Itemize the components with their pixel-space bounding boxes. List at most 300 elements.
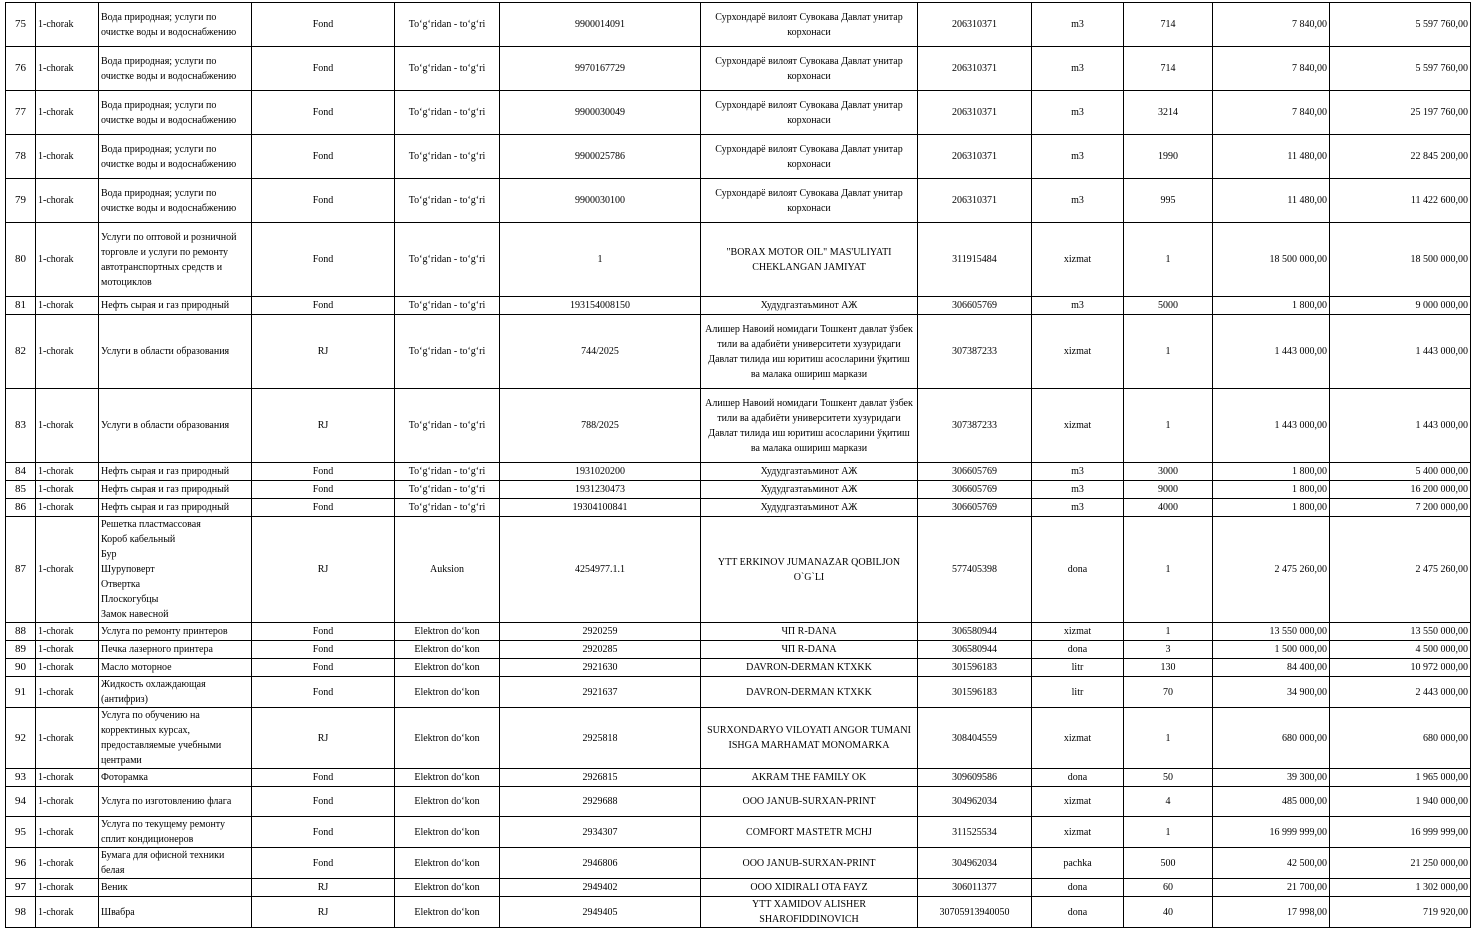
sum-cell: 2 443 000,00 [1330, 677, 1471, 708]
contract-number-cell: 2946806 [500, 848, 701, 879]
quantity-cell: 500 [1124, 848, 1213, 879]
price-cell: 18 500 000,00 [1213, 223, 1330, 297]
inn-cell: 307387233 [918, 315, 1032, 389]
row-number: 96 [6, 848, 36, 879]
inn-cell: 206310371 [918, 3, 1032, 47]
sum-cell: 2 475 260,00 [1330, 517, 1471, 623]
inn-cell: 206310371 [918, 91, 1032, 135]
quantity-cell: 3000 [1124, 463, 1213, 481]
method-cell: To‘g‘ridan - to‘g‘ri [395, 47, 500, 91]
table-row [6, 879, 1471, 897]
supplier-cell: DAVRON-DERMAN KTXKK [701, 677, 918, 708]
price-cell: 1 443 000,00 [1213, 389, 1330, 463]
unit-cell: m3 [1032, 481, 1124, 499]
method-cell: Elektron do‘kon [395, 677, 500, 708]
source-cell: Fond [252, 848, 395, 879]
method-cell: To‘g‘ridan - to‘g‘ri [395, 223, 500, 297]
period-cell: 1-chorak [36, 47, 99, 91]
contract-number-cell: 788/2025 [500, 389, 701, 463]
contract-number-cell: 2921630 [500, 659, 701, 677]
period-cell: 1-chorak [36, 3, 99, 47]
row-number: 75 [6, 3, 36, 47]
product-cell: Нефть сырая и газ природный [99, 481, 252, 499]
source-cell: Fond [252, 463, 395, 481]
method-cell: To‘g‘ridan - to‘g‘ri [395, 315, 500, 389]
supplier-cell: YTT XAMIDOV ALISHER SHAROFIDDINOVICH [701, 897, 918, 928]
product-cell: Веник [99, 879, 252, 897]
quantity-cell: 60 [1124, 879, 1213, 897]
table-row [6, 641, 1471, 659]
sum-cell: 719 920,00 [1330, 897, 1471, 928]
row-number: 84 [6, 463, 36, 481]
period-cell: 1-chorak [36, 787, 99, 817]
product-cell: Услуги в области образования [99, 315, 252, 389]
quantity-cell: 995 [1124, 179, 1213, 223]
table-row [6, 848, 1471, 879]
quantity-cell: 714 [1124, 3, 1213, 47]
unit-cell: dona [1032, 769, 1124, 787]
product-cell: Нефть сырая и газ природный [99, 297, 252, 315]
price-cell: 7 840,00 [1213, 91, 1330, 135]
unit-cell: m3 [1032, 3, 1124, 47]
quantity-cell: 5000 [1124, 297, 1213, 315]
supplier-cell: Сурхондарё вилоят Сувокава Давлат унитар корхонаси [701, 179, 918, 223]
table-row [6, 3, 1471, 47]
period-cell: 1-chorak [36, 659, 99, 677]
row-number: 82 [6, 315, 36, 389]
unit-cell: xizmat [1032, 389, 1124, 463]
row-number: 98 [6, 897, 36, 928]
quantity-cell: 1 [1124, 623, 1213, 641]
contract-number-cell: 9900014091 [500, 3, 701, 47]
product-cell: Услуги в области образования [99, 389, 252, 463]
table-row [6, 787, 1471, 817]
source-cell: Fond [252, 135, 395, 179]
procurement-table [5, 2, 1471, 928]
unit-cell: xizmat [1032, 817, 1124, 848]
supplier-cell: "BORAX MOTOR OIL" MAS'ULIYATI CHEKLANGAN JAMIYAT [701, 223, 918, 297]
contract-number-cell: 9900030100 [500, 179, 701, 223]
product-cell: Вода природная; услуги по очистке воды и водоснабжению [99, 47, 252, 91]
row-number: 88 [6, 623, 36, 641]
period-cell: 1-chorak [36, 315, 99, 389]
period-cell: 1-chorak [36, 848, 99, 879]
quantity-cell: 9000 [1124, 481, 1213, 499]
supplier-cell: Алишер Навоий номидаги Тошкент давлат ўзбек тили ва адабиёти университети хузуридаги Давлат тилида иш юритиш асосларини ўқитиш ва малака ошириш маркази [701, 315, 918, 389]
price-cell: 42 500,00 [1213, 848, 1330, 879]
product-cell: Печка лазерного принтера [99, 641, 252, 659]
inn-cell: 304962034 [918, 787, 1032, 817]
contract-number-cell: 9900025786 [500, 135, 701, 179]
source-cell: Fond [252, 297, 395, 315]
product-cell: Нефть сырая и газ природный [99, 499, 252, 517]
period-cell: 1-chorak [36, 897, 99, 928]
price-cell: 16 999 999,00 [1213, 817, 1330, 848]
row-number: 95 [6, 817, 36, 848]
table-row [6, 463, 1471, 481]
source-cell: Fond [252, 47, 395, 91]
inn-cell: 307387233 [918, 389, 1032, 463]
unit-cell: litr [1032, 677, 1124, 708]
contract-number-cell: 2934307 [500, 817, 701, 848]
row-number: 93 [6, 769, 36, 787]
method-cell: Elektron do‘kon [395, 817, 500, 848]
unit-cell: pachka [1032, 848, 1124, 879]
method-cell: Elektron do‘kon [395, 623, 500, 641]
unit-cell: m3 [1032, 135, 1124, 179]
quantity-cell: 1 [1124, 708, 1213, 769]
price-cell: 1 800,00 [1213, 499, 1330, 517]
unit-cell: m3 [1032, 179, 1124, 223]
unit-cell: dona [1032, 641, 1124, 659]
sum-cell: 21 250 000,00 [1330, 848, 1471, 879]
row-number: 92 [6, 708, 36, 769]
supplier-cell: DAVRON-DERMAN KTXKK [701, 659, 918, 677]
contract-number-cell: 2926815 [500, 769, 701, 787]
source-cell: RJ [252, 389, 395, 463]
supplier-cell: ЧП R-DANA [701, 641, 918, 659]
period-cell: 1-chorak [36, 708, 99, 769]
unit-cell: xizmat [1032, 787, 1124, 817]
contract-number-cell: 9970167729 [500, 47, 701, 91]
inn-cell: 306580944 [918, 623, 1032, 641]
sum-cell: 7 200 000,00 [1330, 499, 1471, 517]
table-row [6, 677, 1471, 708]
table-row [6, 481, 1471, 499]
product-cell: Услуга по ремонту принтеров [99, 623, 252, 641]
sum-cell: 16 999 999,00 [1330, 817, 1471, 848]
price-cell: 1 800,00 [1213, 297, 1330, 315]
period-cell: 1-chorak [36, 463, 99, 481]
inn-cell: 306605769 [918, 297, 1032, 315]
product-cell: Масло моторное [99, 659, 252, 677]
supplier-cell: Сурхондарё вилоят Сувокава Давлат унитар корхонаси [701, 91, 918, 135]
supplier-cell: OOO JANUB-SURXAN-PRINT [701, 787, 918, 817]
product-cell: Бумага для офисной техники белая [99, 848, 252, 879]
inn-cell: 30705913940050 [918, 897, 1032, 928]
sum-cell: 1 302 000,00 [1330, 879, 1471, 897]
quantity-cell: 1 [1124, 817, 1213, 848]
method-cell: To‘g‘ridan - to‘g‘ri [395, 179, 500, 223]
sum-cell: 11 422 600,00 [1330, 179, 1471, 223]
method-cell: To‘g‘ridan - to‘g‘ri [395, 499, 500, 517]
quantity-cell: 1 [1124, 315, 1213, 389]
inn-cell: 306605769 [918, 481, 1032, 499]
unit-cell: litr [1032, 659, 1124, 677]
inn-cell: 306605769 [918, 463, 1032, 481]
product-cell: Услуга по обучению на корректиных курсах, предоставляемые учебными центрами [99, 708, 252, 769]
quantity-cell: 130 [1124, 659, 1213, 677]
quantity-cell: 1990 [1124, 135, 1213, 179]
table-row [6, 315, 1471, 389]
supplier-cell: SURXONDARYO VILOYATI ANGOR TUMANI ISHGA MARHAMAT MONOMARKA [701, 708, 918, 769]
source-cell: RJ [252, 315, 395, 389]
quantity-cell: 40 [1124, 897, 1213, 928]
inn-cell: 311915484 [918, 223, 1032, 297]
period-cell: 1-chorak [36, 769, 99, 787]
method-cell: Elektron do‘kon [395, 641, 500, 659]
inn-cell: 577405398 [918, 517, 1032, 623]
sum-cell: 680 000,00 [1330, 708, 1471, 769]
row-number: 91 [6, 677, 36, 708]
product-cell: Услуги по оптовой и розничной торговле и услуги по ремонту автотранспортных средств и мотоциклов [99, 223, 252, 297]
supplier-cell: Сурхондарё вилоят Сувокава Давлат унитар корхонаси [701, 47, 918, 91]
supplier-cell: OOO XIDIRALI OTA FAYZ [701, 879, 918, 897]
row-number: 78 [6, 135, 36, 179]
row-number: 85 [6, 481, 36, 499]
source-cell: RJ [252, 708, 395, 769]
inn-cell: 311525534 [918, 817, 1032, 848]
contract-number-cell: 1931230473 [500, 481, 701, 499]
supplier-cell: Худудгазтаъминот АЖ [701, 297, 918, 315]
quantity-cell: 4000 [1124, 499, 1213, 517]
method-cell: Auksion [395, 517, 500, 623]
inn-cell: 206310371 [918, 135, 1032, 179]
table-row [6, 135, 1471, 179]
unit-cell: m3 [1032, 297, 1124, 315]
table-row [6, 179, 1471, 223]
row-number: 89 [6, 641, 36, 659]
unit-cell: dona [1032, 897, 1124, 928]
sum-cell: 25 197 760,00 [1330, 91, 1471, 135]
product-cell: Вода природная; услуги по очистке воды и водоснабжению [99, 91, 252, 135]
inn-cell: 306580944 [918, 641, 1032, 659]
sum-cell: 22 845 200,00 [1330, 135, 1471, 179]
supplier-cell: Сурхондарё вилоят Сувокава Давлат унитар корхонаси [701, 3, 918, 47]
period-cell: 1-chorak [36, 677, 99, 708]
source-cell: Fond [252, 481, 395, 499]
quantity-cell: 1 [1124, 223, 1213, 297]
unit-cell: dona [1032, 879, 1124, 897]
table-row [6, 47, 1471, 91]
period-cell: 1-chorak [36, 297, 99, 315]
product-cell: Вода природная; услуги по очистке воды и водоснабжению [99, 179, 252, 223]
quantity-cell: 3214 [1124, 91, 1213, 135]
row-number: 77 [6, 91, 36, 135]
table-row [6, 623, 1471, 641]
contract-number-cell: 2921637 [500, 677, 701, 708]
source-cell: Fond [252, 787, 395, 817]
contract-number-cell: 193154008150 [500, 297, 701, 315]
contract-number-cell: 2949405 [500, 897, 701, 928]
price-cell: 7 840,00 [1213, 47, 1330, 91]
supplier-cell: COMFORT MASTETR MCHJ [701, 817, 918, 848]
supplier-cell: Худудгазтаъминот АЖ [701, 499, 918, 517]
row-number: 90 [6, 659, 36, 677]
inn-cell: 306605769 [918, 499, 1032, 517]
price-cell: 13 550 000,00 [1213, 623, 1330, 641]
price-cell: 680 000,00 [1213, 708, 1330, 769]
period-cell: 1-chorak [36, 389, 99, 463]
row-number: 87 [6, 517, 36, 623]
source-cell: RJ [252, 879, 395, 897]
period-cell: 1-chorak [36, 641, 99, 659]
price-cell: 34 900,00 [1213, 677, 1330, 708]
price-cell: 1 800,00 [1213, 463, 1330, 481]
table-row [6, 223, 1471, 297]
period-cell: 1-chorak [36, 223, 99, 297]
quantity-cell: 1 [1124, 517, 1213, 623]
price-cell: 2 475 260,00 [1213, 517, 1330, 623]
price-cell: 84 400,00 [1213, 659, 1330, 677]
sum-cell: 5 597 760,00 [1330, 3, 1471, 47]
method-cell: To‘g‘ridan - to‘g‘ri [395, 91, 500, 135]
supplier-cell: Худудгазтаъминот АЖ [701, 481, 918, 499]
inn-cell: 308404559 [918, 708, 1032, 769]
row-number: 80 [6, 223, 36, 297]
sum-cell: 1 940 000,00 [1330, 787, 1471, 817]
source-cell: Fond [252, 223, 395, 297]
supplier-cell: YTT ERKINOV JUMANAZAR QOBILJON O`G`LI [701, 517, 918, 623]
sum-cell: 5 597 760,00 [1330, 47, 1471, 91]
method-cell: To‘g‘ridan - to‘g‘ri [395, 3, 500, 47]
method-cell: Elektron do‘kon [395, 897, 500, 928]
price-cell: 11 480,00 [1213, 135, 1330, 179]
quantity-cell: 1 [1124, 389, 1213, 463]
inn-cell: 306011377 [918, 879, 1032, 897]
period-cell: 1-chorak [36, 879, 99, 897]
source-cell: Fond [252, 499, 395, 517]
sum-cell: 13 550 000,00 [1330, 623, 1471, 641]
method-cell: Elektron do‘kon [395, 659, 500, 677]
product-cell: Фоторамка [99, 769, 252, 787]
contract-number-cell: 2925818 [500, 708, 701, 769]
contract-number-cell: 2920259 [500, 623, 701, 641]
unit-cell: xizmat [1032, 623, 1124, 641]
method-cell: To‘g‘ridan - to‘g‘ri [395, 463, 500, 481]
method-cell: To‘g‘ridan - to‘g‘ri [395, 297, 500, 315]
product-cell: Услуга по изготовлению флага [99, 787, 252, 817]
price-cell: 1 500 000,00 [1213, 641, 1330, 659]
supplier-cell: Алишер Навоий номидаги Тошкент давлат ўзбек тили ва адабиёти университети хузуридаги Давлат тилида иш юритиш асосларини ўқитиш ва малака ошириш маркази [701, 389, 918, 463]
unit-cell: dona [1032, 517, 1124, 623]
contract-number-cell: 2920285 [500, 641, 701, 659]
supplier-cell: Сурхондарё вилоят Сувокава Давлат унитар корхонаси [701, 135, 918, 179]
row-number: 83 [6, 389, 36, 463]
method-cell: Elektron do‘kon [395, 769, 500, 787]
method-cell: To‘g‘ridan - to‘g‘ri [395, 135, 500, 179]
sum-cell: 1 965 000,00 [1330, 769, 1471, 787]
product-cell: Вода природная; услуги по очистке воды и водоснабжению [99, 3, 252, 47]
table-row [6, 517, 1471, 623]
unit-cell: m3 [1032, 463, 1124, 481]
contract-number-cell: 4254977.1.1 [500, 517, 701, 623]
table-row [6, 769, 1471, 787]
supplier-cell: OOO JANUB-SURXAN-PRINT [701, 848, 918, 879]
source-cell: Fond [252, 659, 395, 677]
table-row [6, 897, 1471, 928]
table-row [6, 389, 1471, 463]
row-number: 79 [6, 179, 36, 223]
source-cell: Fond [252, 817, 395, 848]
quantity-cell: 714 [1124, 47, 1213, 91]
price-cell: 39 300,00 [1213, 769, 1330, 787]
period-cell: 1-chorak [36, 517, 99, 623]
contract-number-cell: 1931020200 [500, 463, 701, 481]
sum-cell: 10 972 000,00 [1330, 659, 1471, 677]
sum-cell: 16 200 000,00 [1330, 481, 1471, 499]
source-cell: Fond [252, 641, 395, 659]
price-cell: 485 000,00 [1213, 787, 1330, 817]
supplier-cell: Худудгазтаъминот АЖ [701, 463, 918, 481]
period-cell: 1-chorak [36, 623, 99, 641]
sum-cell: 1 443 000,00 [1330, 389, 1471, 463]
method-cell: To‘g‘ridan - to‘g‘ri [395, 389, 500, 463]
table-row [6, 499, 1471, 517]
inn-cell: 206310371 [918, 47, 1032, 91]
contract-number-cell: 2929688 [500, 787, 701, 817]
product-cell: Швабра [99, 897, 252, 928]
period-cell: 1-chorak [36, 179, 99, 223]
product-cell: Вода природная; услуги по очистке воды и водоснабжению [99, 135, 252, 179]
product-cell: Услуга по текущему ремонту сплит кондиционеров [99, 817, 252, 848]
source-cell: Fond [252, 623, 395, 641]
contract-number-cell: 19304100841 [500, 499, 701, 517]
price-cell: 11 480,00 [1213, 179, 1330, 223]
sum-cell: 18 500 000,00 [1330, 223, 1471, 297]
table-body [6, 3, 1471, 928]
contract-number-cell: 1 [500, 223, 701, 297]
table-row [6, 817, 1471, 848]
quantity-cell: 70 [1124, 677, 1213, 708]
contract-number-cell: 744/2025 [500, 315, 701, 389]
source-cell: Fond [252, 179, 395, 223]
inn-cell: 309609586 [918, 769, 1032, 787]
quantity-cell: 3 [1124, 641, 1213, 659]
period-cell: 1-chorak [36, 817, 99, 848]
period-cell: 1-chorak [36, 481, 99, 499]
row-number: 86 [6, 499, 36, 517]
source-cell: RJ [252, 897, 395, 928]
inn-cell: 301596183 [918, 677, 1032, 708]
row-number: 81 [6, 297, 36, 315]
price-cell: 1 443 000,00 [1213, 315, 1330, 389]
table-row [6, 91, 1471, 135]
unit-cell: m3 [1032, 499, 1124, 517]
period-cell: 1-chorak [36, 499, 99, 517]
product-cell: Жидкость охлаждающая (антифриз) [99, 677, 252, 708]
row-number: 97 [6, 879, 36, 897]
source-cell: Fond [252, 91, 395, 135]
quantity-cell: 4 [1124, 787, 1213, 817]
inn-cell: 304962034 [918, 848, 1032, 879]
inn-cell: 206310371 [918, 179, 1032, 223]
sum-cell: 9 000 000,00 [1330, 297, 1471, 315]
method-cell: Elektron do‘kon [395, 848, 500, 879]
price-cell: 21 700,00 [1213, 879, 1330, 897]
row-number: 94 [6, 787, 36, 817]
product-cell: Решетка пластмассовая Короб кабельный Бур Шуруповерт Отвертка Плоскогубцы Замок навесной [99, 517, 252, 623]
table-row [6, 659, 1471, 677]
source-cell: Fond [252, 3, 395, 47]
product-cell: Нефть сырая и газ природный [99, 463, 252, 481]
table-row [6, 297, 1471, 315]
sum-cell: 5 400 000,00 [1330, 463, 1471, 481]
sum-cell: 1 443 000,00 [1330, 315, 1471, 389]
source-cell: Fond [252, 677, 395, 708]
price-cell: 17 998,00 [1213, 897, 1330, 928]
period-cell: 1-chorak [36, 135, 99, 179]
quantity-cell: 50 [1124, 769, 1213, 787]
method-cell: To‘g‘ridan - to‘g‘ri [395, 481, 500, 499]
period-cell: 1-chorak [36, 91, 99, 135]
source-cell: RJ [252, 517, 395, 623]
price-cell: 1 800,00 [1213, 481, 1330, 499]
inn-cell: 301596183 [918, 659, 1032, 677]
unit-cell: xizmat [1032, 223, 1124, 297]
supplier-cell: ЧП R-DANA [701, 623, 918, 641]
sum-cell: 4 500 000,00 [1330, 641, 1471, 659]
